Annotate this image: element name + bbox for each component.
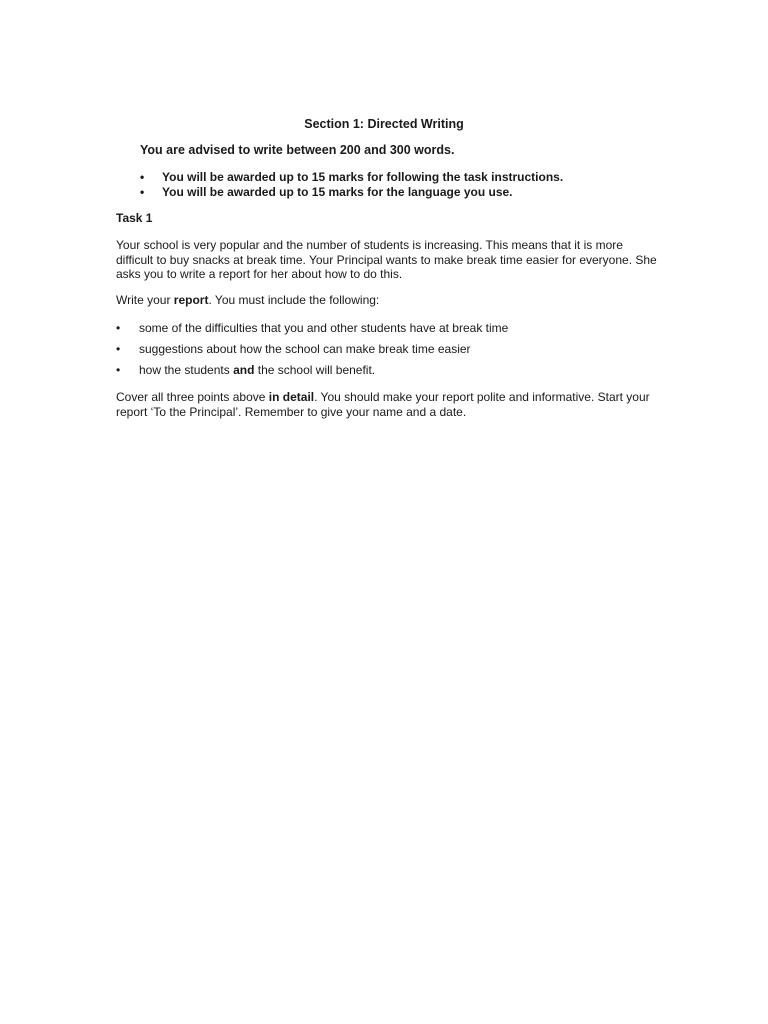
closing-text: Cover all three points above: [116, 390, 269, 404]
marks-item-text: You will be awarded up to 15 marks for the language you use.: [162, 184, 513, 199]
list-item: [116, 321, 508, 342]
section-title: Section 1: Directed Writing: [304, 117, 464, 131]
required-points-list: [116, 321, 508, 384]
bullet-icon: •: [116, 363, 121, 377]
closing-text: . You should make your report polite and informative. Start your report ‘To the Principal’. Remember to give your name and a date.: [116, 390, 650, 419]
task-closing-instructions: [116, 390, 656, 419]
instruction-emphasis: report: [173, 293, 209, 307]
closing-emphasis: in detail: [268, 390, 315, 404]
task-instruction: [116, 293, 379, 307]
bullet-icon: •: [140, 184, 145, 199]
task-scenario: Your school is very popular and the number of students is increasing. This means that it is more difficult to buy snacks at break time. Your Principal wants to make break time easier for everyone. She asks you to write a report for her about how to do this.: [116, 238, 657, 281]
word-count-advice: You are advised to write between 200 and 300 words.: [140, 143, 455, 157]
point-text: the school will benefit.: [254, 363, 376, 377]
bullet-icon: •: [140, 170, 145, 184]
marks-item-text: You will be awarded up to 15 marks for following the task instructions.: [162, 170, 564, 184]
list-item: [140, 170, 563, 185]
list-item: [116, 363, 508, 384]
instruction-text: . You must include the following:: [208, 293, 380, 307]
task-heading: Task 1: [116, 211, 153, 225]
list-item: [116, 342, 508, 363]
list-item: [140, 185, 563, 200]
point-text: how the students: [139, 363, 234, 377]
point-text: some of the difficulties that you and other students have at break time: [139, 321, 509, 335]
bullet-icon: •: [116, 342, 121, 356]
marks-list: [140, 170, 563, 199]
bullet-icon: •: [116, 321, 121, 335]
instruction-text: Write your: [116, 293, 174, 307]
point-emphasis: and: [233, 363, 255, 377]
point-text: suggestions about how the school can make break time easier: [139, 342, 471, 356]
